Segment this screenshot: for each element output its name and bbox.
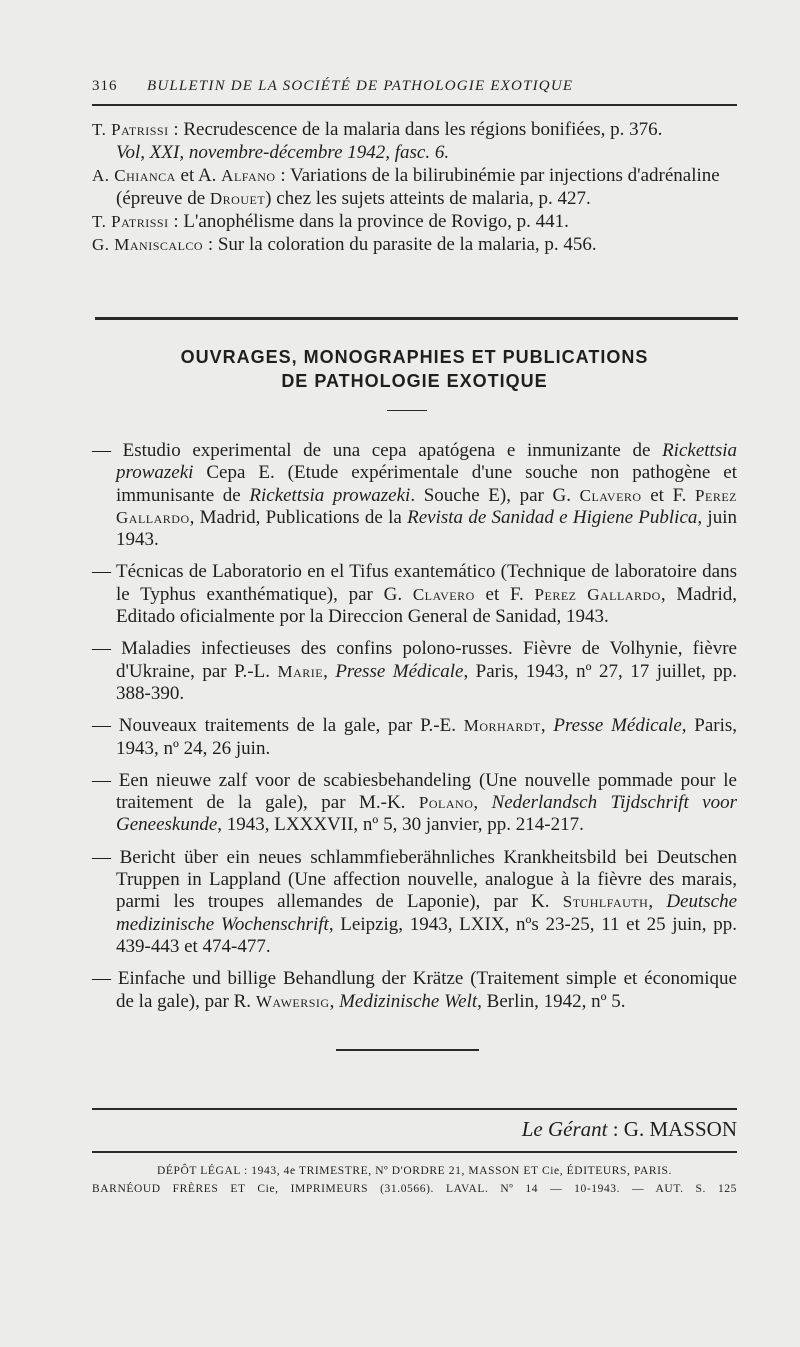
entry-text: — Nouveaux traitements de la gale, par P.-E. <box>92 715 464 737</box>
entry-text: , <box>323 660 336 682</box>
entry-text: Cepa E. (Etude expérimentale d'une souche non pathogène et immunisante de <box>116 462 737 506</box>
entry-text: — Een nieuwe zalf voor de scabiesbehandeling (Une nouvelle pommade pour le traitement de la gale), par M.-K. <box>92 769 737 814</box>
index-entry <box>92 164 737 210</box>
italic-title: Presse Médicale <box>335 660 464 682</box>
entry-text: et F. <box>474 583 535 605</box>
entry-text: — Bericht über ein neues schlammfieberähnliches Krankheitsbild bei Deutschen Truppen in Lappland (Une affection nouvelle, analogue à la fièvre des marais, parmi les troupes allemandes de Laponie), par K. <box>92 846 737 913</box>
page-number: 316 <box>92 78 118 94</box>
entry-text: , <box>540 715 554 737</box>
italic-title: Revista de Sanidad e Higiene Publica <box>407 506 698 528</box>
volume-heading <box>92 141 737 164</box>
footer-rule <box>92 1108 737 1110</box>
title-underline <box>387 410 427 411</box>
author-name: Clavero <box>579 485 642 505</box>
author-name: Perez Gallardo <box>116 485 737 527</box>
section-title-line: DE PATHOLOGIE EXOTIQUE <box>281 371 548 391</box>
entry-text: — Einfache und billige Behandlung der Krätze (Traitement simple et économique de la gale), par R. <box>92 968 737 1012</box>
work-entry <box>92 847 737 958</box>
italic-title: Rickettsia prowazeki <box>249 484 411 506</box>
italic-title: Nederlandsch Tijdschrift voor Geneeskunde <box>116 792 738 836</box>
entry-text: , <box>329 990 340 1012</box>
entry-text: — Maladies infectieuses des confins polono-russes. Fièvre de Volhynie, fièvre d'Ukraine, par P.-L. <box>92 638 737 682</box>
index-list <box>92 118 737 256</box>
running-title: BULLETIN DE LA SOCIÉTÉ DE PATHOLOGIE EXOTIQUE <box>147 78 574 94</box>
header-rule <box>92 104 737 106</box>
italic-title: Deutsche medizinische Wochenschrift <box>116 891 738 935</box>
index-entry <box>92 233 737 256</box>
section-rule <box>95 317 738 320</box>
entry-text: et F. <box>641 484 696 506</box>
entry-text: , Madrid, Publications de la <box>189 506 408 528</box>
author-name: Wawersig <box>255 991 330 1011</box>
entry-text: et A. <box>175 165 222 186</box>
entry-text: ) chez les sujets atteints de malaria, p. 427. <box>265 188 591 209</box>
end-rule <box>336 1049 479 1051</box>
entry-text: — Técnicas de Laboratorio en el Tifus exantemático (Technique de laboratoire dans le Typhus exanthématique), par G. <box>92 561 737 605</box>
index-entry <box>92 210 737 233</box>
imprint-line: DÉPÔT LÉGAL : 1943, 4e TRIMESTRE, Nº D'ORDRE 21, MASSON ET Cie, ÉDITEURS, PARIS. <box>156 1165 673 1177</box>
author-name: T. Patrissi <box>92 212 169 231</box>
italic-title: Presse Médicale <box>553 715 682 737</box>
author-name: G. Maniscalco <box>92 235 204 254</box>
work-entry <box>92 715 737 760</box>
entry-text: , <box>648 891 667 913</box>
author-name: Morhardt <box>463 716 541 736</box>
author-name: A. Chianca <box>92 166 176 185</box>
entry-text: : Recrudescence de la malaria dans les régions bonifiées, p. 376. <box>168 119 663 140</box>
entry-text: , Leipzig, 1943, LXIX, nºs 23-25, 11 et 25 juin, pp. 439-443 et 474-477. <box>116 913 737 957</box>
entry-text: , Paris, 1943, nº 27, 17 juillet, pp. 388-390. <box>116 660 738 704</box>
gerant-name: G. MASSON <box>623 1117 737 1141</box>
imprint-rule <box>92 1151 737 1153</box>
gerant-line <box>92 1117 737 1142</box>
author-name: Clavero <box>412 584 475 604</box>
entry-text: : Variations de la bilirubinémie par injections d'adrénaline (épreuve de <box>116 165 720 209</box>
work-entry <box>92 968 737 1013</box>
author-name: T. Patrissi <box>92 120 169 139</box>
entry-text: , Madrid, Editado oficialmente por la Direccion General de Sanidad, 1943. <box>116 583 737 628</box>
index-entry <box>92 118 737 141</box>
imprint-line: BARNÉOUD FRÈRES ET Cie, IMPRIMEURS (31.0566). LAVAL. Nº 14 — 10-1943. — AUT. S. 125 <box>92 1183 737 1195</box>
italic-title: Rickettsia prowazeki <box>116 440 737 484</box>
entry-text: , Berlin, 1942, nº 5. <box>477 990 626 1012</box>
work-entry <box>92 638 737 705</box>
author-name: Drouet <box>209 189 266 208</box>
gerant-separator: : <box>607 1117 624 1141</box>
gerant-label: Le Gérant <box>521 1117 608 1141</box>
page-header <box>92 78 737 95</box>
author-name: Stuhlfauth <box>562 892 649 912</box>
entry-text: — Estudio experimental de una cepa apatógena e inmunizante de <box>92 440 663 461</box>
imprint <box>92 1162 737 1198</box>
author-name: Marie <box>277 661 324 681</box>
entry-text: : Sur la coloration du parasite de la malaria, p. 456. <box>203 234 597 255</box>
entry-text: , 1943, LXXXVII, nº 5, 30 janvier, pp. 214-217. <box>217 814 584 836</box>
work-entry <box>92 770 737 837</box>
section-title <box>92 345 737 393</box>
works-list <box>92 440 737 1023</box>
author-name: Alfano <box>221 166 276 185</box>
work-entry <box>92 561 737 628</box>
entry-text: , Paris, 1943, nº 24, 26 juin. <box>116 715 738 759</box>
work-entry <box>92 440 737 551</box>
volume-label: Vol, XXI, novembre-décembre 1942, fasc. 6. <box>116 142 450 163</box>
entry-text: , <box>473 792 492 814</box>
section-title-line: OUVRAGES, MONOGRAPHIES ET PUBLICATIONS <box>180 347 649 367</box>
author-name: Perez Gallardo <box>534 584 661 604</box>
entry-text: : L'anophélisme dans la province de Rovigo, p. 441. <box>168 211 569 232</box>
entry-text: . Souche E), par G. <box>410 484 580 506</box>
author-name: Polano <box>418 793 474 813</box>
entry-text: , juin 1943. <box>116 506 737 551</box>
italic-title: Medizinische Welt <box>339 990 478 1012</box>
